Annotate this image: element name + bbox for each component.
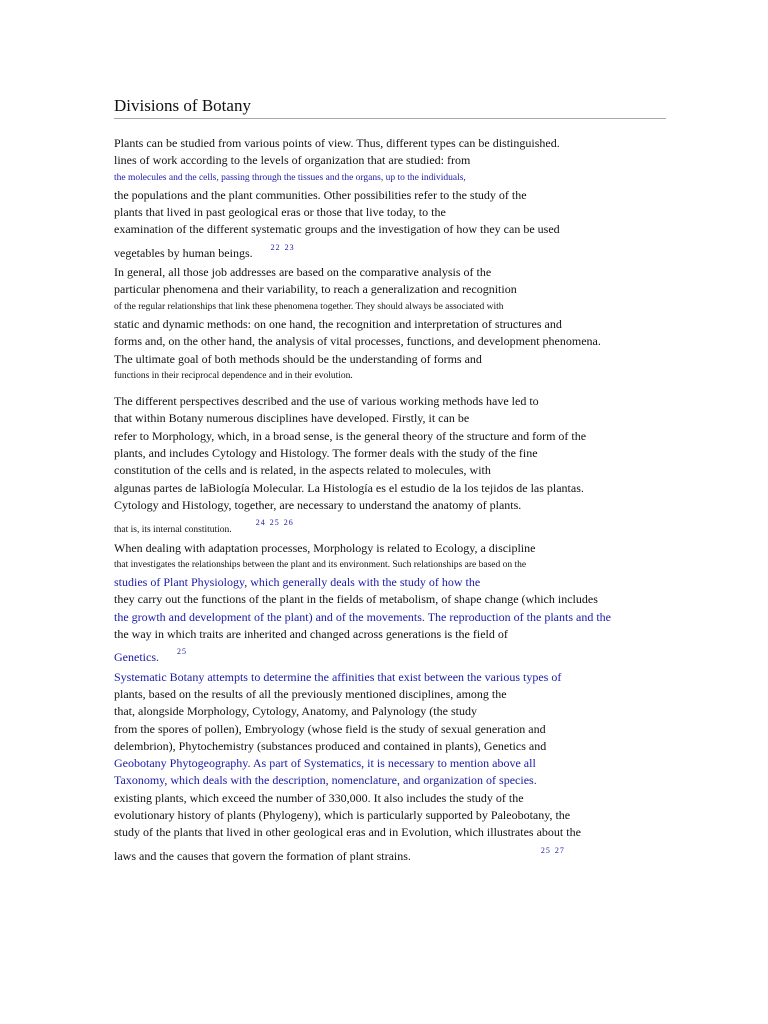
text-line: The ultimate goal of both methods should be the understanding of forms and <box>114 351 482 366</box>
title-spacer <box>114 119 666 135</box>
text-line: that, alongside Morphology, Cytology, Anatomy, and Palynology (the study <box>114 704 477 719</box>
page-title: Divisions of Botany <box>114 94 666 119</box>
link-line[interactable]: the molecules and the cells, passing through the tissues and the organs, up to the individuals, <box>114 172 466 183</box>
text-line: of the regular relationships that link these phenomena together. They should always be associated with <box>114 301 504 312</box>
text-line: particular phenomena and their variability, to reach a generalization and recognition <box>114 282 517 297</box>
text-line: The different perspectives described and the use of various working methods have led to <box>114 394 539 409</box>
text-line-with-refs <box>114 514 666 536</box>
link-line[interactable]: Geobotany Phytogeography. As part of Systematics, it is necessary to mention above all <box>114 756 536 771</box>
text-line: that within Botany numerous disciplines have developed. Firstly, it can be <box>114 411 470 426</box>
link-line[interactable]: Taxonomy, which deals with the description, nomenclature, and organization of species. <box>114 773 537 788</box>
genetics-link[interactable]: Genetics. <box>114 650 159 665</box>
paragraph-5 <box>114 669 666 863</box>
text-line: forms and, on the other hand, the analysis of vital processes, functions, and development phenomena. <box>114 334 601 349</box>
paragraph-3 <box>114 393 666 536</box>
text-line: that investigates the relationships between the plant and its environment. Such relationships are based on the <box>114 559 527 570</box>
document-body <box>114 94 666 867</box>
paragraph-2 <box>114 264 666 385</box>
text-segment: vegetables by human beings. <box>114 245 253 260</box>
reference-links[interactable]: 25 27 <box>540 845 565 855</box>
text-line: algunas partes de laBiología Molecular. La Histología es el estudio de la los tejidos de las plantas. <box>114 480 584 495</box>
text-line: static and dynamic methods: on one hand, the recognition and interpretation of structures and <box>114 316 562 331</box>
text-line: existing plants, which exceed the number of 330,000. It also includes the study of the <box>114 790 524 805</box>
reference-links[interactable]: 22 23 <box>270 242 295 252</box>
text-line: delembrion), Phytochemistry (substances produced and contained in plants), Genetics and <box>114 738 547 753</box>
text-line: lines of work according to the levels of organization that are studied: from <box>114 153 471 168</box>
link-line[interactable]: Systematic Botany attempts to determine the affinities that exist between the various types of <box>114 669 562 684</box>
text-line: the populations and the plant communities. Other possibilities refer to the study of the <box>114 187 527 202</box>
text-line: evolutionary history of plants (Phylogeny), which is particularly supported by Paleobotany, the <box>114 807 571 822</box>
text-line: examination of the different systematic groups and the investigation of how they can be used <box>114 222 560 237</box>
link-line[interactable]: the growth and development of the plant) and of the movements. The reproduction of the plants and the <box>114 609 611 624</box>
text-line: In general, all those job addresses are based on the comparative analysis of the <box>114 265 492 280</box>
text-line: constitution of the cells and is related, in the aspects related to molecules, with <box>114 463 491 478</box>
text-line: from the spores of pollen), Embryology (whose field is the study of sexual generation and <box>114 721 546 736</box>
paragraph-4 <box>114 540 666 665</box>
text-line-with-refs <box>114 842 666 863</box>
text-line-with-refs <box>114 239 666 260</box>
text-line: functions in their reciprocal dependence and in their evolution. <box>114 370 353 381</box>
paragraph-1 <box>114 135 666 260</box>
text-segment: laws and the causes that govern the formation of plant strains. <box>114 848 411 863</box>
text-line: study of the plants that lived in other geological eras and in Evolution, which illustrates about the <box>114 825 581 840</box>
text-line: When dealing with adaptation processes, Morphology is related to Ecology, a discipline <box>114 540 536 555</box>
text-line: plants, and includes Cytology and Histology. The former deals with the study of the fine <box>114 446 538 461</box>
text-line: the way in which traits are inherited and changed across generations is the field of <box>114 627 508 642</box>
reference-links[interactable]: 24 25 26 <box>255 518 294 528</box>
text-line-with-refs <box>114 643 666 665</box>
text-line: Cytology and Histology, together, are necessary to understand the anatomy of plants. <box>114 497 522 512</box>
link-line[interactable]: studies of Plant Physiology, which generally deals with the study of how the <box>114 575 481 590</box>
text-line: Plants can be studied from various points of view. Thus, different types can be distinguished. <box>114 136 560 150</box>
text-line: they carry out the functions of the plant in the fields of metabolism, of shape change (which includes <box>114 592 598 607</box>
reference-links[interactable]: 25 <box>176 647 187 657</box>
text-line: plants, based on the results of all the previously mentioned disciplines, among the <box>114 686 507 701</box>
text-line: refer to Morphology, which, in a broad sense, is the general theory of the structure and form of the <box>114 428 587 443</box>
text-line: plants that lived in past geological eras or those that live today, to the <box>114 205 446 220</box>
text-segment: that is, its internal constitution. <box>114 525 232 536</box>
